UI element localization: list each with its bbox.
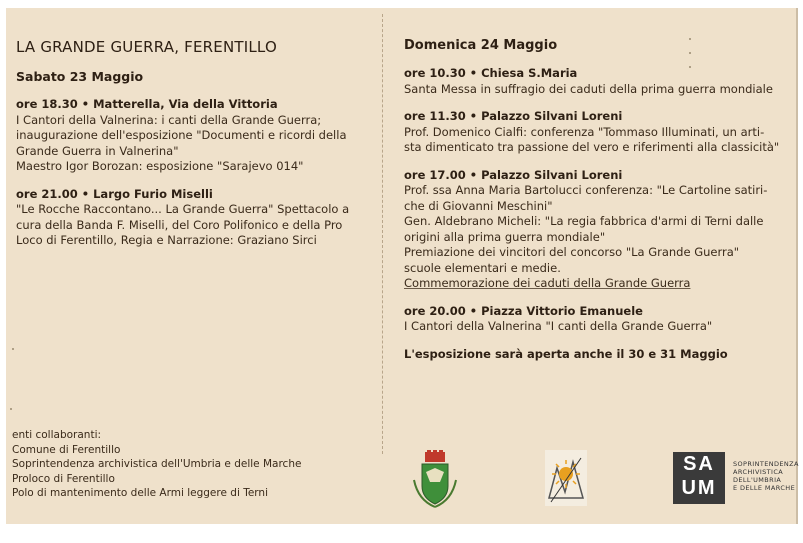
speck xyxy=(10,408,12,410)
event-line: I Cantori della Valnerina "I canti della Grande Guerra" xyxy=(404,319,713,333)
event-line: Gen. Aldebrano Micheli: "La regia fabbrica d'armi di Terni dalle xyxy=(404,214,764,228)
page-title: LA GRANDE GUERRA, FERENTILLO xyxy=(16,38,277,56)
partner-item: Soprintendenza archivistica dell'Umbria e delle Marche xyxy=(12,458,302,470)
soprintendenza-text-line: SOPRINTENDENZA xyxy=(733,460,799,468)
right-column xyxy=(404,38,789,362)
event-line: Loco di Ferentillo, Regia e Narrazione: Graziano Sirci xyxy=(16,233,317,247)
event-line: Commemorazione dei caduti della Grande Guerra xyxy=(404,276,691,290)
event-line: scuole elementari e medie. xyxy=(404,260,561,275)
event-line: Prof. Domenico Cialfi: conferenza "Tommaso Illuminati, un arti- xyxy=(404,124,765,139)
closing-note: L'esposizione sarà aperta anche il 30 e 31 Maggio xyxy=(404,346,728,361)
event-line: sta dimenticato tra passione del vero e riferimenti alla classicità" xyxy=(404,140,780,154)
event-line: "Le Rocche Raccontano... La Grande Guerra" Spettacolo a xyxy=(16,202,350,216)
speck xyxy=(689,38,691,40)
sa-um-mark: SA UM xyxy=(673,452,725,504)
event-heading: ore 21.00 • Largo Furio Miselli xyxy=(16,186,213,201)
event-line: Santa Messa in suffragio dei caduti della prima guerra mondiale xyxy=(404,81,773,96)
event-heading: ore 10.30 • Chiesa S.Maria xyxy=(404,66,578,80)
crest-logo xyxy=(410,450,460,510)
event-heading: ore 20.00 • Piazza Vittorio Emanuele xyxy=(404,303,643,318)
soprintendenza-text-line: E DELLE MARCHE xyxy=(733,484,796,492)
partners-list xyxy=(12,428,301,501)
column-divider xyxy=(382,14,383,454)
partner-item: Comune di Ferentillo xyxy=(12,443,121,456)
soprintendenza-logo xyxy=(673,452,799,508)
soprintendenza-text-line: ARCHIVISTICA xyxy=(733,468,784,476)
soprintendenza-text-line: DELL'UMBRIA xyxy=(733,476,782,484)
event-line: origini alla prima guerra mondiale" xyxy=(404,229,606,244)
event-line: cura della Banda F. Miselli, del Coro Polifonico e della Pro xyxy=(16,217,343,232)
event-line: Grande Guerra in Valnerina" xyxy=(16,143,179,158)
event-line: Premiazione dei vincitori del concorso "La Grande Guerra" xyxy=(404,245,740,259)
event-line: che di Giovanni Meschini" xyxy=(404,198,553,213)
event-line: I Cantori della Valnerina: i canti della Grande Guerra; xyxy=(16,112,322,127)
speck xyxy=(689,66,691,68)
speck xyxy=(689,52,691,54)
partner-item: Polo di mantenimento delle Armi leggere di Terni xyxy=(12,487,268,499)
day-heading-sunday: Domenica 24 Maggio xyxy=(404,38,558,53)
event-heading: ore 17.00 • Palazzo Silvani Loreni xyxy=(404,167,623,182)
day-heading-saturday: Sabato 23 Maggio xyxy=(16,69,144,84)
event-line: inaugurazione dell'esposizione "Documenti e ricordi della xyxy=(16,128,347,142)
event-heading: ore 18.30 • Matterella, Via della Vittoria xyxy=(16,97,278,111)
speck xyxy=(12,348,14,350)
partner-item: Proloco di Ferentillo xyxy=(12,472,115,485)
event-line: Prof. ssa Anna Maria Bartolucci conferenza: "Le Cartoline satiri- xyxy=(404,183,768,197)
event-heading: ore 11.30 • Palazzo Silvani Loreni xyxy=(404,109,623,123)
sun-emblem-logo xyxy=(543,448,589,508)
event-line: Maestro Igor Borozan: esposizione "Sarajevo 014" xyxy=(16,159,304,173)
left-column xyxy=(16,38,376,249)
partners-heading: enti collaboranti: xyxy=(12,429,102,441)
